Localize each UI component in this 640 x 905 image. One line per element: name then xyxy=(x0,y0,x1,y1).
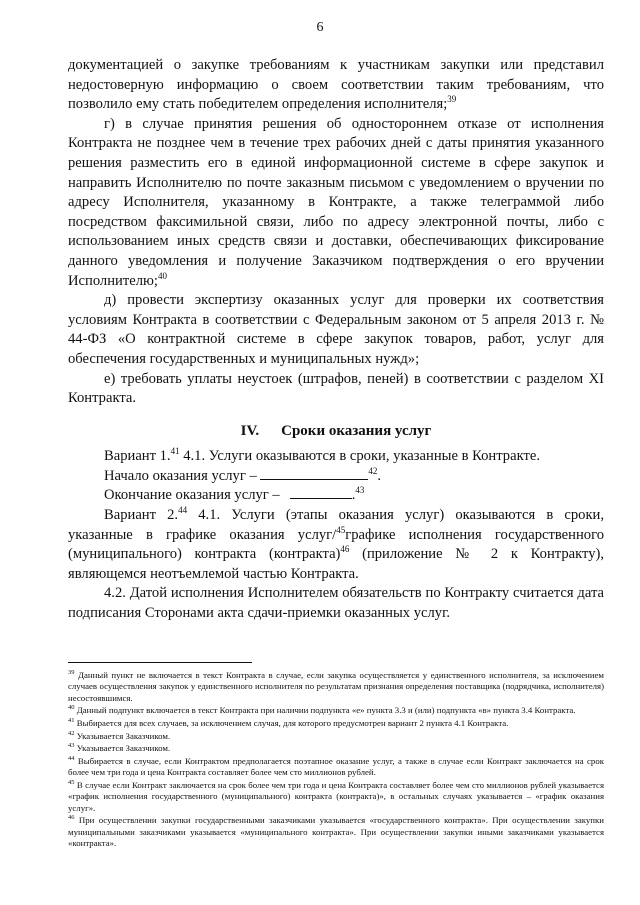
footnote-ref: 41 xyxy=(170,446,180,457)
footnote-text: Выбирается в случае, если Контрактом предполагается поэтапное оказание услуг, а также в случае если Контракт заключается на срок более чем три года и цена Контракта составляет более чем сто миллионов рублей. xyxy=(68,755,604,778)
paragraph-text: документацией о закупке требованиям к участникам закупки или представил недостоверную информацию о своем соответствии таким требованиям, что позволило ему стать победителем определения исполнителя; xyxy=(68,57,604,113)
footnote-number: 39 xyxy=(68,669,75,677)
footnote xyxy=(68,756,604,779)
paragraph-4-2: 4.2. Датой исполнения Исполнителем обязательств по Контракту считается дата подписания Сторонами акта сдачи-приемки оказанных услуг. xyxy=(68,585,604,622)
footnote xyxy=(68,815,604,849)
footnote-text: Выбирается для всех случаев, за исключением случая, для которого предусмотрен вариант 2 пункта 4.1 Контракта. xyxy=(74,718,509,728)
variant-1 xyxy=(68,447,604,467)
footnote-text: Указывается Заказчиком. xyxy=(74,730,171,741)
footnote-ref: 45 xyxy=(336,524,346,535)
footnote-number: 40 xyxy=(68,704,75,712)
variant-text: графике исполнения государственного (муниципального) контракта (контракта) xyxy=(68,526,604,563)
variant-text: 4.1. Услуги оказываются в сроки, указанные в Контракте. xyxy=(179,448,540,465)
period: . xyxy=(351,487,356,504)
footnote-number: 43 xyxy=(68,742,75,750)
footnote xyxy=(68,705,604,716)
footnote-text: При осуществлении закупки государственными заказчиками указывается «государственного контракта». При осуществлении закупки муниципальными заказчиками указывается «муниципального контракта». При осуществлении закупки иными заказчиками указывается «контракта». xyxy=(68,815,604,848)
footnote-text: Указывается Заказчиком. xyxy=(74,743,171,754)
paragraph-continuation xyxy=(68,56,604,115)
footnote xyxy=(68,743,604,754)
footnote-ref: 43 xyxy=(355,485,365,496)
start-date-line xyxy=(68,467,604,487)
paragraph-g xyxy=(68,115,604,291)
footnote-number: 46 xyxy=(68,814,75,822)
footnote-number: 41 xyxy=(68,717,75,725)
section-heading xyxy=(68,422,604,442)
footnote-divider xyxy=(68,662,252,663)
footnote-ref: 42 xyxy=(368,466,378,477)
footnote xyxy=(68,718,604,729)
footnote-text: Данный подпункт включается в текст Контракта при наличии подпункта «е» пункта 3.3 и (или) подпункта «в» пункта 3.4 Контракта. xyxy=(74,705,576,716)
page-number: 6 xyxy=(316,20,324,35)
period: . xyxy=(377,467,382,484)
section-number: IV. xyxy=(240,422,260,439)
footnote-ref: 46 xyxy=(340,544,350,555)
end-date-line xyxy=(68,486,604,506)
footnotes xyxy=(68,670,604,851)
end-date-blank xyxy=(290,486,352,499)
variant-text: 4.1. Услуги (этапы оказания услуг) оказываются в сроки, указанные в графике оказания услуг/ xyxy=(68,507,604,543)
footnote xyxy=(68,731,604,742)
start-date-blank xyxy=(260,467,368,480)
footnote xyxy=(68,780,604,814)
start-date-label: Начало оказания услуг – xyxy=(104,467,257,484)
variant-label: Вариант 2. xyxy=(104,507,179,524)
end-date-label: Окончание оказания услуг – xyxy=(104,487,280,504)
section-title: Сроки оказания услуг xyxy=(281,422,432,439)
variant-text: (приложение № 2 к Контракту), являющемся неотъемлемой частью Контракта. xyxy=(68,546,604,582)
variant-2 xyxy=(68,506,604,584)
footnote-ref: 44 xyxy=(178,505,188,516)
variant-label: Вариант 1. xyxy=(104,448,171,465)
footnote-ref: 39 xyxy=(447,94,457,105)
footnote-text: В случае если Контракт заключается на срок более чем три года и цена Контракта составляет более чем сто миллионов рублей указывается «график исполнения государственного (муниципального) контракта (контракта)», в остальных случаях указывается – «график оказания услуг». xyxy=(68,779,604,813)
main-text xyxy=(68,56,604,624)
paragraph-d: д) провести экспертизу оказанных услуг для проверки их соответствия условиям Контракта в соответствии с Федеральным законом от 5 апреля 2013 г. № 44-ФЗ «О контрактной системе в сфере закупок товаров, работ, услуг для обеспечения государственных и муниципальных нужд»; xyxy=(68,292,604,367)
footnote-text: Данный пункт не включается в текст Контракта в случае, если закупка осуществляется у единственного исполнителя, за исключением случаев осуществления закупок у единственного исполнителя по результатам признания определения поставщика (подрядчика, исполнителя) несостоявшимся. xyxy=(68,670,604,703)
paragraph-e: е) требовать уплаты неустоек (штрафов, пеней) в соответствии с разделом XI Контракта. xyxy=(68,370,604,407)
footnote-number: 42 xyxy=(68,729,75,737)
paragraph-text: г) в случае принятия решения об одностороннем отказе от исполнения Контракта не позднее чем в течение трех рабочих дней с даты принятия указанного решения разместить его в единой информационной системе в сфере закупок и направить Исполнителю по почте заказным письмом с уведомлением о вручении по адресу Исполнителя, указанному в Контракте, а также телеграммой либо посредством факсимильной связи, либо по адресу электронной почты, либо с использованием иных средств связи и доставки, обеспечивающих фиксирование данного уведомления и получение Заказчиком подтверждения о его вручении Исполнителю; xyxy=(68,115,604,289)
footnote-ref: 40 xyxy=(157,270,167,281)
footnote-number: 44 xyxy=(68,754,75,762)
footnote-number: 45 xyxy=(68,778,75,786)
footnote xyxy=(68,670,604,704)
